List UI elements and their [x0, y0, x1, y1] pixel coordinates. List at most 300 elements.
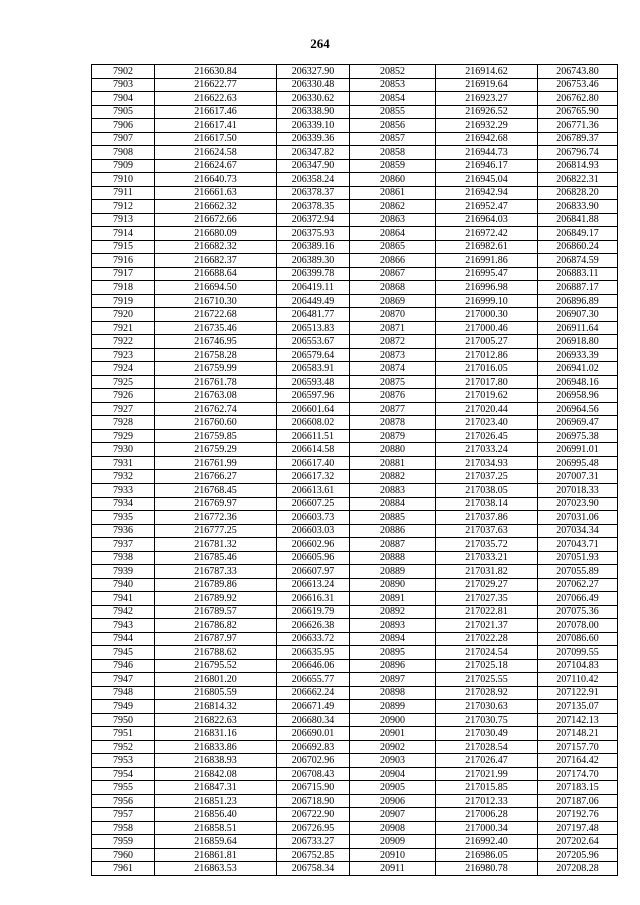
x-coordinate-left-cell: 216746.95 — [155, 335, 277, 349]
point-number-left-cell: 7913 — [92, 213, 155, 227]
y-coordinate-left-cell: 206692.83 — [277, 740, 350, 754]
x-coordinate-right-cell: 216942.68 — [436, 132, 538, 146]
point-number-right-cell: 20859 — [350, 159, 436, 173]
table-row — [92, 416, 618, 430]
y-coordinate-right-cell: 206753.46 — [538, 78, 618, 92]
x-coordinate-left-cell: 216842.08 — [155, 767, 277, 781]
x-coordinate-left-cell: 216680.09 — [155, 227, 277, 241]
table-row — [92, 511, 618, 525]
y-coordinate-right-cell: 206907.30 — [538, 308, 618, 322]
point-number-right-cell: 20876 — [350, 389, 436, 403]
point-number-left-cell: 7905 — [92, 105, 155, 119]
y-coordinate-left-cell: 206718.90 — [277, 794, 350, 808]
x-coordinate-right-cell: 217017.80 — [436, 375, 538, 389]
point-number-left-cell: 7942 — [92, 605, 155, 619]
point-number-left-cell: 7926 — [92, 389, 155, 403]
point-number-left-cell: 7957 — [92, 808, 155, 822]
point-number-left-cell: 7949 — [92, 700, 155, 714]
table-row — [92, 362, 618, 376]
table-row — [92, 659, 618, 673]
x-coordinate-right-cell: 216919.64 — [436, 78, 538, 92]
table-row — [92, 686, 618, 700]
y-coordinate-right-cell: 207034.34 — [538, 524, 618, 538]
x-coordinate-right-cell: 216952.47 — [436, 200, 538, 214]
point-number-left-cell: 7909 — [92, 159, 155, 173]
x-coordinate-left-cell: 216777.25 — [155, 524, 277, 538]
x-coordinate-right-cell: 217029.27 — [436, 578, 538, 592]
x-coordinate-right-cell: 217005.27 — [436, 335, 538, 349]
x-coordinate-left-cell: 216624.67 — [155, 159, 277, 173]
point-number-right-cell: 20865 — [350, 240, 436, 254]
x-coordinate-right-cell: 217021.37 — [436, 619, 538, 633]
y-coordinate-right-cell: 207086.60 — [538, 632, 618, 646]
point-number-left-cell: 7952 — [92, 740, 155, 754]
point-number-left-cell: 7950 — [92, 713, 155, 727]
point-number-left-cell: 7939 — [92, 565, 155, 579]
table-row — [92, 173, 618, 187]
x-coordinate-right-cell: 217022.81 — [436, 605, 538, 619]
table-row — [92, 294, 618, 308]
point-number-left-cell: 7911 — [92, 186, 155, 200]
point-number-right-cell: 20863 — [350, 213, 436, 227]
table-row — [92, 105, 618, 119]
x-coordinate-left-cell: 216858.51 — [155, 821, 277, 835]
y-coordinate-right-cell: 206833.90 — [538, 200, 618, 214]
point-number-right-cell: 20875 — [350, 375, 436, 389]
x-coordinate-left-cell: 216788.62 — [155, 646, 277, 660]
x-coordinate-left-cell: 216822.63 — [155, 713, 277, 727]
table-row — [92, 200, 618, 214]
table-row — [92, 483, 618, 497]
point-number-left-cell: 7947 — [92, 673, 155, 687]
x-coordinate-left-cell: 216758.28 — [155, 348, 277, 362]
point-number-left-cell: 7919 — [92, 294, 155, 308]
y-coordinate-left-cell: 206607.25 — [277, 497, 350, 511]
y-coordinate-right-cell: 207110.42 — [538, 673, 618, 687]
x-coordinate-right-cell: 216996.98 — [436, 281, 538, 295]
point-number-left-cell: 7929 — [92, 429, 155, 443]
point-number-right-cell: 20886 — [350, 524, 436, 538]
y-coordinate-right-cell: 206948.16 — [538, 375, 618, 389]
table-row — [92, 497, 618, 511]
x-coordinate-left-cell: 216710.30 — [155, 294, 277, 308]
x-coordinate-left-cell: 216847.31 — [155, 781, 277, 795]
x-coordinate-right-cell: 216944.73 — [436, 146, 538, 160]
point-number-left-cell: 7958 — [92, 821, 155, 835]
y-coordinate-left-cell: 206481.77 — [277, 308, 350, 322]
x-coordinate-right-cell: 217000.34 — [436, 821, 538, 835]
point-number-right-cell: 20901 — [350, 727, 436, 741]
y-coordinate-right-cell: 206991.01 — [538, 443, 618, 457]
y-coordinate-right-cell: 207066.49 — [538, 592, 618, 606]
y-coordinate-right-cell: 207104.83 — [538, 659, 618, 673]
x-coordinate-left-cell: 216694.50 — [155, 281, 277, 295]
y-coordinate-right-cell: 206789.37 — [538, 132, 618, 146]
y-coordinate-left-cell: 206553.67 — [277, 335, 350, 349]
x-coordinate-left-cell: 216766.27 — [155, 470, 277, 484]
point-number-right-cell: 20890 — [350, 578, 436, 592]
y-coordinate-right-cell: 206933.39 — [538, 348, 618, 362]
point-number-right-cell: 20882 — [350, 470, 436, 484]
x-coordinate-left-cell: 216833.86 — [155, 740, 277, 754]
y-coordinate-left-cell: 206603.73 — [277, 511, 350, 525]
x-coordinate-left-cell: 216801.20 — [155, 673, 277, 687]
point-number-left-cell: 7920 — [92, 308, 155, 322]
y-coordinate-right-cell: 207174.70 — [538, 767, 618, 781]
x-coordinate-right-cell: 217000.30 — [436, 308, 538, 322]
x-coordinate-left-cell: 216624.58 — [155, 146, 277, 160]
table-row — [92, 673, 618, 687]
point-number-left-cell: 7933 — [92, 483, 155, 497]
x-coordinate-left-cell: 216617.50 — [155, 132, 277, 146]
table-row — [92, 227, 618, 241]
x-coordinate-right-cell: 217033.24 — [436, 443, 538, 457]
point-number-right-cell: 20873 — [350, 348, 436, 362]
y-coordinate-right-cell: 206964.56 — [538, 402, 618, 416]
y-coordinate-right-cell: 207183.15 — [538, 781, 618, 795]
point-number-right-cell: 20871 — [350, 321, 436, 335]
table-row — [92, 348, 618, 362]
table-row — [92, 646, 618, 660]
x-coordinate-right-cell: 217006.28 — [436, 808, 538, 822]
x-coordinate-left-cell: 216640.73 — [155, 173, 277, 187]
point-number-right-cell: 20910 — [350, 848, 436, 862]
x-coordinate-right-cell: 217023.40 — [436, 416, 538, 430]
x-coordinate-left-cell: 216863.53 — [155, 862, 277, 876]
point-number-right-cell: 20868 — [350, 281, 436, 295]
y-coordinate-left-cell: 206752.85 — [277, 848, 350, 862]
x-coordinate-right-cell: 216992.40 — [436, 835, 538, 849]
y-coordinate-right-cell: 206911.64 — [538, 321, 618, 335]
point-number-right-cell: 20870 — [350, 308, 436, 322]
x-coordinate-right-cell: 216982.61 — [436, 240, 538, 254]
x-coordinate-right-cell: 216980.78 — [436, 862, 538, 876]
point-number-right-cell: 20877 — [350, 402, 436, 416]
x-coordinate-right-cell: 216986.05 — [436, 848, 538, 862]
table-row — [92, 65, 618, 79]
x-coordinate-right-cell: 217026.47 — [436, 754, 538, 768]
y-coordinate-left-cell: 206338.90 — [277, 105, 350, 119]
point-number-right-cell: 20861 — [350, 186, 436, 200]
x-coordinate-right-cell: 216945.04 — [436, 173, 538, 187]
x-coordinate-right-cell: 216995.47 — [436, 267, 538, 281]
point-number-left-cell: 7924 — [92, 362, 155, 376]
x-coordinate-right-cell: 217030.63 — [436, 700, 538, 714]
x-coordinate-right-cell: 217025.55 — [436, 673, 538, 687]
y-coordinate-right-cell: 206874.59 — [538, 254, 618, 268]
y-coordinate-left-cell: 206399.78 — [277, 267, 350, 281]
x-coordinate-right-cell: 217024.54 — [436, 646, 538, 660]
y-coordinate-left-cell: 206327.90 — [277, 65, 350, 79]
x-coordinate-right-cell: 217034.93 — [436, 456, 538, 470]
y-coordinate-right-cell: 207192.76 — [538, 808, 618, 822]
table-row — [92, 389, 618, 403]
point-number-left-cell: 7932 — [92, 470, 155, 484]
y-coordinate-right-cell: 206918.80 — [538, 335, 618, 349]
x-coordinate-right-cell: 217031.82 — [436, 565, 538, 579]
point-number-left-cell: 7931 — [92, 456, 155, 470]
point-number-right-cell: 20903 — [350, 754, 436, 768]
x-coordinate-left-cell: 216786.82 — [155, 619, 277, 633]
y-coordinate-left-cell: 206617.32 — [277, 470, 350, 484]
point-number-right-cell: 20897 — [350, 673, 436, 687]
y-coordinate-right-cell: 206896.89 — [538, 294, 618, 308]
table-row — [92, 821, 618, 835]
point-number-right-cell: 20899 — [350, 700, 436, 714]
y-coordinate-right-cell: 206860.24 — [538, 240, 618, 254]
y-coordinate-right-cell: 206995.48 — [538, 456, 618, 470]
x-coordinate-left-cell: 216630.84 — [155, 65, 277, 79]
y-coordinate-left-cell: 206579.64 — [277, 348, 350, 362]
y-coordinate-right-cell: 206796.74 — [538, 146, 618, 160]
table-row — [92, 132, 618, 146]
y-coordinate-left-cell: 206389.30 — [277, 254, 350, 268]
y-coordinate-left-cell: 206347.90 — [277, 159, 350, 173]
table-row — [92, 443, 618, 457]
x-coordinate-right-cell: 217035.72 — [436, 538, 538, 552]
y-coordinate-left-cell: 206601.64 — [277, 402, 350, 416]
point-number-left-cell: 7928 — [92, 416, 155, 430]
point-number-left-cell: 7918 — [92, 281, 155, 295]
table-row — [92, 321, 618, 335]
y-coordinate-left-cell: 206715.90 — [277, 781, 350, 795]
y-coordinate-right-cell: 207122.91 — [538, 686, 618, 700]
point-number-left-cell: 7927 — [92, 402, 155, 416]
point-number-right-cell: 20887 — [350, 538, 436, 552]
point-number-right-cell: 20906 — [350, 794, 436, 808]
table-row — [92, 794, 618, 808]
x-coordinate-left-cell: 216759.29 — [155, 443, 277, 457]
y-coordinate-right-cell: 207051.93 — [538, 551, 618, 565]
x-coordinate-left-cell: 216787.33 — [155, 565, 277, 579]
x-coordinate-left-cell: 216805.59 — [155, 686, 277, 700]
point-number-left-cell: 7903 — [92, 78, 155, 92]
point-number-right-cell: 20874 — [350, 362, 436, 376]
y-coordinate-right-cell: 207078.00 — [538, 619, 618, 633]
table-row — [92, 429, 618, 443]
table-row — [92, 240, 618, 254]
table-row — [92, 159, 618, 173]
x-coordinate-right-cell: 217030.49 — [436, 727, 538, 741]
x-coordinate-right-cell: 217033.21 — [436, 551, 538, 565]
point-number-left-cell: 7943 — [92, 619, 155, 633]
y-coordinate-right-cell: 207043.71 — [538, 538, 618, 552]
table-row — [92, 862, 618, 876]
y-coordinate-right-cell: 207031.06 — [538, 511, 618, 525]
point-number-left-cell: 7954 — [92, 767, 155, 781]
y-coordinate-left-cell: 206330.48 — [277, 78, 350, 92]
x-coordinate-right-cell: 217015.85 — [436, 781, 538, 795]
x-coordinate-left-cell: 216761.99 — [155, 456, 277, 470]
y-coordinate-left-cell: 206339.36 — [277, 132, 350, 146]
x-coordinate-left-cell: 216795.52 — [155, 659, 277, 673]
y-coordinate-right-cell: 207142.13 — [538, 713, 618, 727]
point-number-right-cell: 20852 — [350, 65, 436, 79]
x-coordinate-left-cell: 216672.66 — [155, 213, 277, 227]
point-number-right-cell: 20855 — [350, 105, 436, 119]
point-number-right-cell: 20864 — [350, 227, 436, 241]
x-coordinate-right-cell: 217020.44 — [436, 402, 538, 416]
x-coordinate-right-cell: 217028.92 — [436, 686, 538, 700]
point-number-left-cell: 7960 — [92, 848, 155, 862]
x-coordinate-left-cell: 216789.57 — [155, 605, 277, 619]
point-number-left-cell: 7907 — [92, 132, 155, 146]
table-row — [92, 605, 618, 619]
point-number-left-cell: 7934 — [92, 497, 155, 511]
table-row — [92, 456, 618, 470]
x-coordinate-right-cell: 217019.62 — [436, 389, 538, 403]
point-number-right-cell: 20857 — [350, 132, 436, 146]
y-coordinate-left-cell: 206616.31 — [277, 592, 350, 606]
x-coordinate-right-cell: 216932.29 — [436, 119, 538, 133]
table-row — [92, 848, 618, 862]
table-row — [92, 565, 618, 579]
table-row — [92, 808, 618, 822]
y-coordinate-left-cell: 206617.40 — [277, 456, 350, 470]
point-number-left-cell: 7946 — [92, 659, 155, 673]
point-number-right-cell: 20893 — [350, 619, 436, 633]
table-row — [92, 254, 618, 268]
x-coordinate-left-cell: 216617.46 — [155, 105, 277, 119]
point-number-left-cell: 7917 — [92, 267, 155, 281]
point-number-right-cell: 20883 — [350, 483, 436, 497]
x-coordinate-left-cell: 216769.97 — [155, 497, 277, 511]
table-row — [92, 267, 618, 281]
table-row — [92, 402, 618, 416]
y-coordinate-left-cell: 206378.37 — [277, 186, 350, 200]
x-coordinate-right-cell: 216999.10 — [436, 294, 538, 308]
x-coordinate-left-cell: 216789.86 — [155, 578, 277, 592]
x-coordinate-left-cell: 216785.46 — [155, 551, 277, 565]
y-coordinate-left-cell: 206389.16 — [277, 240, 350, 254]
point-number-left-cell: 7906 — [92, 119, 155, 133]
y-coordinate-left-cell: 206358.24 — [277, 173, 350, 187]
x-coordinate-left-cell: 216760.60 — [155, 416, 277, 430]
table-row — [92, 700, 618, 714]
y-coordinate-left-cell: 206583.91 — [277, 362, 350, 376]
point-number-left-cell: 7925 — [92, 375, 155, 389]
point-number-left-cell: 7921 — [92, 321, 155, 335]
point-number-right-cell: 20902 — [350, 740, 436, 754]
table-row — [92, 835, 618, 849]
point-number-left-cell: 7930 — [92, 443, 155, 457]
y-coordinate-right-cell: 207187.06 — [538, 794, 618, 808]
x-coordinate-left-cell: 216861.81 — [155, 848, 277, 862]
x-coordinate-right-cell: 216926.52 — [436, 105, 538, 119]
table-row — [92, 632, 618, 646]
table-row — [92, 578, 618, 592]
table-row — [92, 781, 618, 795]
point-number-right-cell: 20894 — [350, 632, 436, 646]
x-coordinate-left-cell: 216759.99 — [155, 362, 277, 376]
table-row — [92, 754, 618, 768]
x-coordinate-right-cell: 217038.14 — [436, 497, 538, 511]
point-number-left-cell: 7951 — [92, 727, 155, 741]
table-row — [92, 524, 618, 538]
y-coordinate-left-cell: 206708.43 — [277, 767, 350, 781]
y-coordinate-left-cell: 206605.96 — [277, 551, 350, 565]
point-number-right-cell: 20892 — [350, 605, 436, 619]
x-coordinate-right-cell: 216942.94 — [436, 186, 538, 200]
point-number-right-cell: 20900 — [350, 713, 436, 727]
y-coordinate-left-cell: 206655.77 — [277, 673, 350, 687]
point-number-right-cell: 20889 — [350, 565, 436, 579]
y-coordinate-left-cell: 206513.83 — [277, 321, 350, 335]
y-coordinate-right-cell: 207099.55 — [538, 646, 618, 660]
x-coordinate-left-cell: 216856.40 — [155, 808, 277, 822]
x-coordinate-left-cell: 216772.36 — [155, 511, 277, 525]
y-coordinate-right-cell: 207205.96 — [538, 848, 618, 862]
y-coordinate-right-cell: 206887.17 — [538, 281, 618, 295]
point-number-right-cell: 20885 — [350, 511, 436, 525]
x-coordinate-left-cell: 216622.77 — [155, 78, 277, 92]
y-coordinate-right-cell: 206841.88 — [538, 213, 618, 227]
x-coordinate-right-cell: 217021.99 — [436, 767, 538, 781]
x-coordinate-left-cell: 216722.68 — [155, 308, 277, 322]
point-number-right-cell: 20907 — [350, 808, 436, 822]
table-row — [92, 92, 618, 106]
point-number-right-cell: 20888 — [350, 551, 436, 565]
point-number-right-cell: 20858 — [350, 146, 436, 160]
point-number-left-cell: 7948 — [92, 686, 155, 700]
table-row — [92, 713, 618, 727]
x-coordinate-right-cell: 217016.05 — [436, 362, 538, 376]
y-coordinate-left-cell: 206347.82 — [277, 146, 350, 160]
y-coordinate-left-cell: 206419.11 — [277, 281, 350, 295]
y-coordinate-right-cell: 207164.42 — [538, 754, 618, 768]
x-coordinate-right-cell: 217026.45 — [436, 429, 538, 443]
x-coordinate-right-cell: 217027.35 — [436, 592, 538, 606]
y-coordinate-left-cell: 206602.96 — [277, 538, 350, 552]
table-row — [92, 78, 618, 92]
x-coordinate-left-cell: 216814.32 — [155, 700, 277, 714]
y-coordinate-left-cell: 206330.62 — [277, 92, 350, 106]
point-number-right-cell: 20862 — [350, 200, 436, 214]
y-coordinate-right-cell: 206849.17 — [538, 227, 618, 241]
point-number-right-cell: 20854 — [350, 92, 436, 106]
y-coordinate-right-cell: 206814.93 — [538, 159, 618, 173]
y-coordinate-left-cell: 206372.94 — [277, 213, 350, 227]
x-coordinate-left-cell: 216617.41 — [155, 119, 277, 133]
x-coordinate-left-cell: 216662.32 — [155, 200, 277, 214]
x-coordinate-left-cell: 216622.63 — [155, 92, 277, 106]
x-coordinate-right-cell: 217038.05 — [436, 483, 538, 497]
table-row — [92, 470, 618, 484]
y-coordinate-right-cell: 206765.90 — [538, 105, 618, 119]
y-coordinate-right-cell: 207075.36 — [538, 605, 618, 619]
x-coordinate-left-cell: 216682.37 — [155, 254, 277, 268]
y-coordinate-left-cell: 206608.02 — [277, 416, 350, 430]
y-coordinate-right-cell: 206975.38 — [538, 429, 618, 443]
table-row — [92, 767, 618, 781]
y-coordinate-left-cell: 206613.24 — [277, 578, 350, 592]
y-coordinate-right-cell: 207148.21 — [538, 727, 618, 741]
point-number-right-cell: 20860 — [350, 173, 436, 187]
point-number-left-cell: 7914 — [92, 227, 155, 241]
y-coordinate-left-cell: 206646.06 — [277, 659, 350, 673]
point-number-left-cell: 7922 — [92, 335, 155, 349]
y-coordinate-left-cell: 206726.95 — [277, 821, 350, 835]
table-row — [92, 727, 618, 741]
x-coordinate-left-cell: 216838.93 — [155, 754, 277, 768]
y-coordinate-right-cell: 206762.80 — [538, 92, 618, 106]
y-coordinate-left-cell: 206733.27 — [277, 835, 350, 849]
point-number-left-cell: 7908 — [92, 146, 155, 160]
table-row — [92, 186, 618, 200]
x-coordinate-right-cell: 217030.75 — [436, 713, 538, 727]
x-coordinate-left-cell: 216661.63 — [155, 186, 277, 200]
y-coordinate-left-cell: 206690.01 — [277, 727, 350, 741]
